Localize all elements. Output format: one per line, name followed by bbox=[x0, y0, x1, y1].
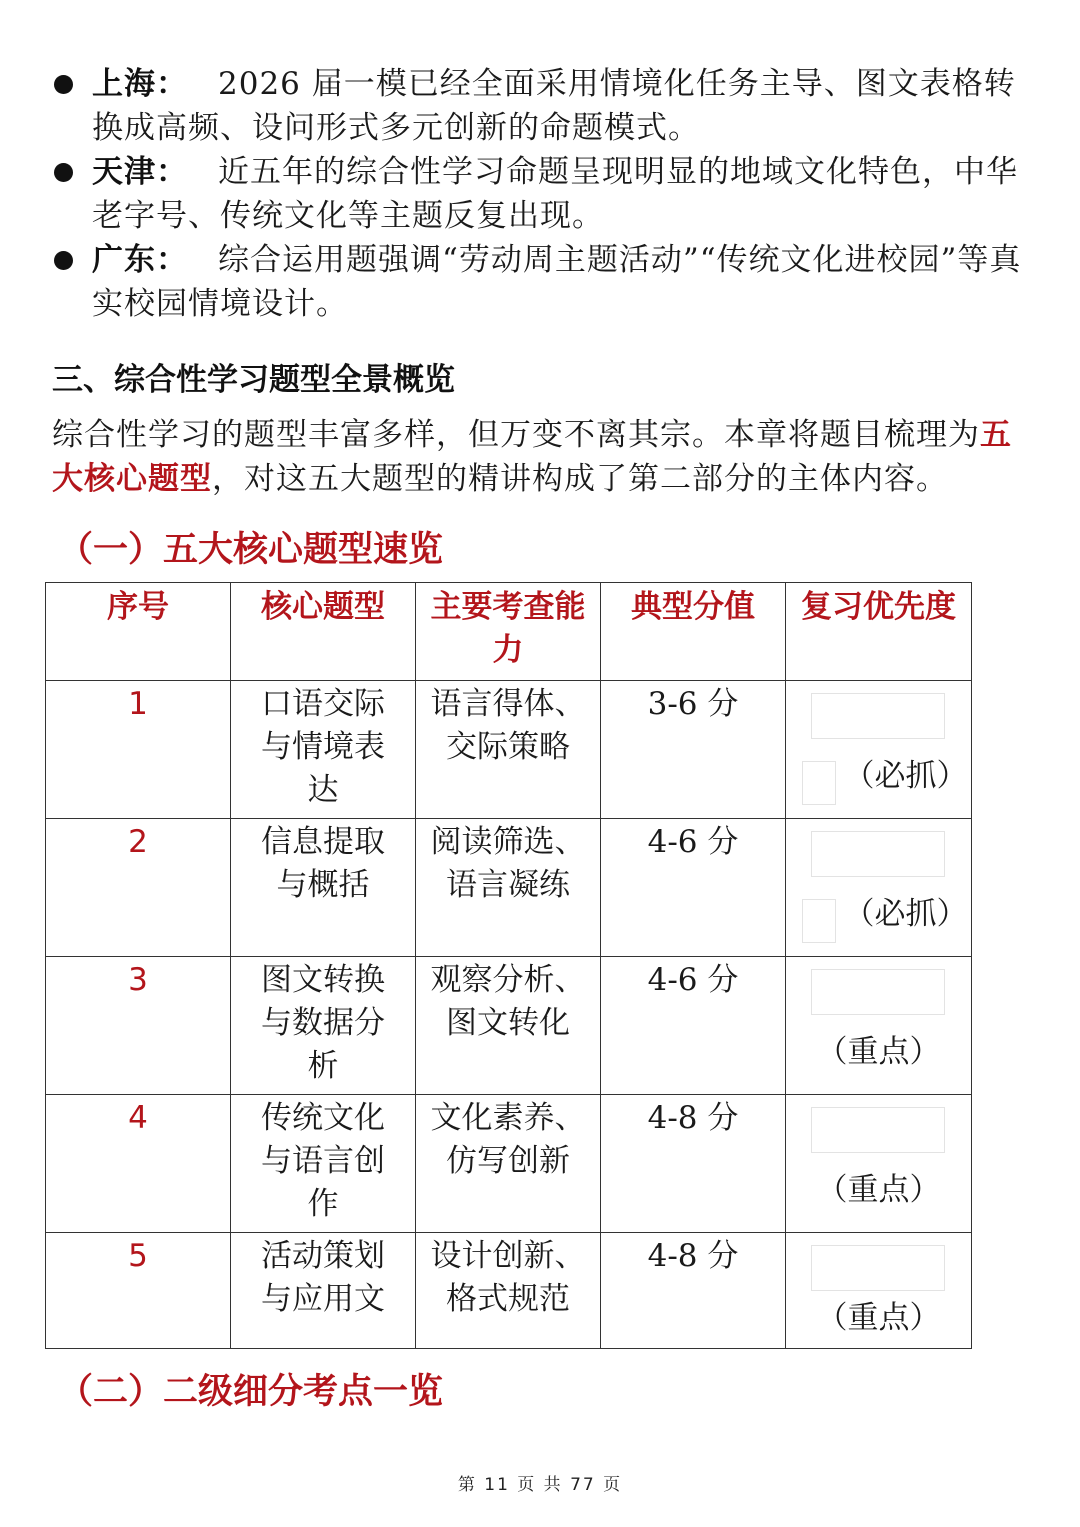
bullet-item-guangdong bbox=[52, 238, 1037, 326]
table-row bbox=[46, 1095, 972, 1233]
bullet-dot-icon bbox=[54, 163, 73, 182]
bullet-dot-icon bbox=[54, 75, 73, 94]
bullet-item-tianjin bbox=[52, 150, 1037, 238]
priority-label: （重点） bbox=[816, 1034, 941, 1070]
subtitle-sub-points: （二）二级细分考点一览 bbox=[58, 1372, 444, 1412]
priority-input-box[interactable] bbox=[811, 969, 945, 1015]
region-bullet-list bbox=[52, 62, 1037, 326]
cell-ability: 设计创新、格式规范 bbox=[416, 1233, 601, 1349]
bullet-item-shanghai bbox=[52, 62, 1037, 150]
priority-label: （必抓） bbox=[843, 758, 968, 794]
intro-highlight: 五大核心题型 bbox=[52, 417, 1012, 497]
priority-label: （重点） bbox=[816, 1172, 941, 1208]
cell-priority bbox=[786, 1233, 972, 1349]
subtitle-core-types: （一）五大核心题型速览 bbox=[58, 530, 444, 570]
cell-num: 5 bbox=[46, 1233, 231, 1349]
priority-input-box[interactable] bbox=[811, 831, 945, 877]
cell-type: 活动策划与应用文 bbox=[231, 1233, 416, 1349]
header-priority: 复习优先度 bbox=[786, 583, 972, 681]
cell-score: 3-6 分 bbox=[601, 681, 786, 819]
bullet-text: 近五年的综合性学习命题呈现明显的地域文化特色，中华老字号、传统文化等主题反复出现。 bbox=[92, 154, 1018, 234]
cell-score: 4-6 分 bbox=[601, 957, 786, 1095]
priority-checkbox[interactable] bbox=[802, 899, 836, 943]
table-row bbox=[46, 681, 972, 819]
header-score: 典型分值 bbox=[601, 583, 786, 681]
cell-priority bbox=[786, 681, 972, 819]
bullet-label: 广东： bbox=[92, 242, 188, 278]
cell-score: 4-6 分 bbox=[601, 819, 786, 957]
bullet-label: 天津： bbox=[92, 154, 188, 190]
cell-type: 图文转换与数据分析 bbox=[231, 957, 416, 1095]
intro-text-part2: ，对这五大题型的精讲构成了第二部分的主体内容。 bbox=[212, 461, 948, 497]
priority-input-box[interactable] bbox=[811, 1245, 945, 1291]
table-row bbox=[46, 819, 972, 957]
intro-paragraph bbox=[52, 413, 1037, 501]
bullet-dot-icon bbox=[54, 251, 73, 270]
cell-type: 信息提取与概括 bbox=[231, 819, 416, 957]
table-row bbox=[46, 957, 972, 1095]
header-ability: 主要考查能力 bbox=[416, 583, 601, 681]
priority-input-box[interactable] bbox=[811, 693, 945, 739]
cell-num: 2 bbox=[46, 819, 231, 957]
bullet-label: 上海： bbox=[92, 66, 188, 102]
cell-ability: 观察分析、图文转化 bbox=[416, 957, 601, 1095]
priority-label: （必抓） bbox=[843, 896, 968, 932]
cell-priority bbox=[786, 819, 972, 957]
header-type: 核心题型 bbox=[231, 583, 416, 681]
header-num: 序号 bbox=[46, 583, 231, 681]
cell-priority bbox=[786, 1095, 972, 1233]
page-footer: 第 11 页 共 77 页 bbox=[457, 1475, 623, 1495]
intro-text-part1: 综合性学习的题型丰富多样，但万变不离其宗。本章将题目梳理为 bbox=[52, 417, 980, 453]
cell-score: 4-8 分 bbox=[601, 1095, 786, 1233]
cell-num: 1 bbox=[46, 681, 231, 819]
priority-checkbox[interactable] bbox=[802, 761, 836, 805]
bullet-text: 综合运用题强调“劳动周主题活动”“传统文化进校园”等真实校园情境设计。 bbox=[92, 242, 1022, 322]
cell-num: 3 bbox=[46, 957, 231, 1095]
bullet-text: 2026 届一模已经全面采用情境化任务主导、图文表格转换成高频、设问形式多元创新的命题模式。 bbox=[92, 66, 1016, 146]
cell-num: 4 bbox=[46, 1095, 231, 1233]
priority-label: （重点） bbox=[816, 1300, 941, 1336]
cell-priority bbox=[786, 957, 972, 1095]
cell-ability: 语言得体、交际策略 bbox=[416, 681, 601, 819]
core-types-table bbox=[45, 582, 972, 1349]
table-header-row bbox=[46, 583, 972, 681]
priority-input-box[interactable] bbox=[811, 1107, 945, 1153]
section-title: 三、综合性学习题型全景概览 bbox=[52, 362, 455, 398]
cell-ability: 阅读筛选、语言凝练 bbox=[416, 819, 601, 957]
cell-type: 口语交际与情境表达 bbox=[231, 681, 416, 819]
cell-score: 4-8 分 bbox=[601, 1233, 786, 1349]
cell-ability: 文化素养、仿写创新 bbox=[416, 1095, 601, 1233]
cell-type: 传统文化与语言创作 bbox=[231, 1095, 416, 1233]
table-row bbox=[46, 1233, 972, 1349]
